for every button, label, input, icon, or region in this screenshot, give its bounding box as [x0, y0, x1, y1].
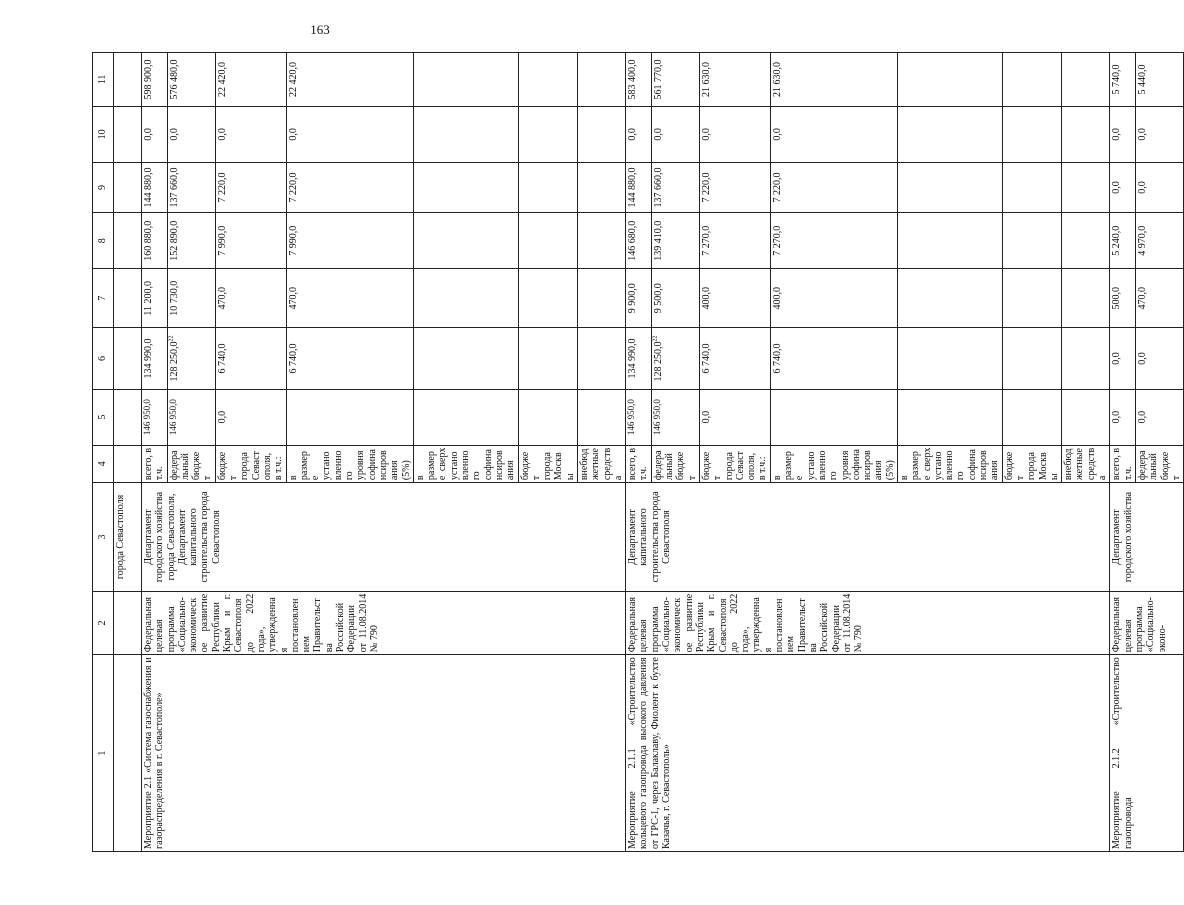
value-cell — [898, 389, 1003, 445]
value-cell: 7 270,0 — [699, 213, 770, 269]
value-cell: 576 480,0 — [167, 53, 215, 107]
header-cell: 6 — [93, 328, 114, 389]
value-cell: 0,0 — [651, 106, 699, 162]
header-cell: 10 — [93, 106, 114, 162]
value-cell — [1062, 269, 1110, 328]
value-cell: 5 440,0 — [1135, 53, 1183, 107]
value-cell: 7 990,0 — [286, 213, 413, 269]
value-cell — [898, 328, 1003, 389]
value-cell: 22 420,0 — [215, 53, 286, 107]
value-cell: 500,0 — [1110, 269, 1136, 328]
source-cell: федеральный бюджет — [167, 445, 215, 483]
value-cell: 0,0 — [1110, 328, 1136, 389]
value-cell: 146 950,0 — [142, 389, 168, 445]
program-cell: Федеральная целевая программа «Социально-экономическое развитие Республики Крым и г. Севастополя до 2022 года», утвержденная постановлением Правительства Российской Федерации от 11.08.2014 № 790 — [626, 591, 1110, 654]
source-cell: федеральный бюджет — [1135, 445, 1183, 483]
value-cell: 0,0 — [626, 106, 652, 162]
value-cell: 0,0 — [699, 389, 770, 445]
value-cell: 146 680,0 — [626, 213, 652, 269]
header-cell: 4 — [93, 445, 114, 483]
value-cell: 128 250,0$^{22}$ — [651, 328, 699, 389]
value-cell: 400,0 — [770, 269, 897, 328]
rotated-table-wrapper — [92, 52, 1182, 852]
value-cell — [1062, 328, 1110, 389]
source-cell: в размере сверх установленного софинансирования — [413, 445, 518, 483]
source-cell: бюджет города Москвы — [518, 445, 577, 483]
value-cell: 0,0 — [167, 106, 215, 162]
value-cell: 146 950,0 — [651, 389, 699, 445]
value-cell — [577, 328, 625, 389]
source-cell: в размере установленного уровня софинансирования (5%) — [286, 445, 413, 483]
value-cell — [898, 269, 1003, 328]
table-row — [142, 53, 168, 852]
value-cell: 5 740,0 — [1110, 53, 1136, 107]
value-cell: 7 220,0 — [770, 162, 897, 213]
value-cell — [577, 213, 625, 269]
value-cell: 11 200,0 — [142, 269, 168, 328]
header-cell: 5 — [93, 389, 114, 445]
value-cell — [898, 213, 1003, 269]
value-cell — [1062, 213, 1110, 269]
value-cell — [413, 389, 518, 445]
value-cell: 21 630,0 — [699, 53, 770, 107]
value-cell: 0,0 — [1110, 162, 1136, 213]
value-cell: 7 220,0 — [286, 162, 413, 213]
responsible-cell: Департамент городского хозяйства — [1110, 483, 1184, 592]
value-cell: 7 220,0 — [215, 162, 286, 213]
value-cell — [1002, 106, 1061, 162]
value-cell — [518, 389, 577, 445]
value-cell — [1002, 53, 1061, 107]
value-cell: 470,0 — [1135, 269, 1183, 328]
value-cell — [286, 389, 413, 445]
value-cell: 0,0 — [215, 106, 286, 162]
value-cell: 0,0 — [286, 106, 413, 162]
value-cell — [413, 106, 518, 162]
value-cell — [413, 213, 518, 269]
value-cell — [518, 328, 577, 389]
value-cell — [1062, 389, 1110, 445]
header-cell: 11 — [93, 53, 114, 107]
value-cell: 21 630,0 — [770, 53, 897, 107]
value-cell: 7 270,0 — [770, 213, 897, 269]
value-cell: 128 250,0$^{22}$ — [167, 328, 215, 389]
value-cell: 0,0 — [1135, 162, 1183, 213]
value-cell: 0,0 — [142, 106, 168, 162]
value-cell: 4 970,0 — [1135, 213, 1183, 269]
value-cell — [898, 106, 1003, 162]
source-cell: внебюджетные средства — [577, 445, 625, 483]
value-cell — [898, 53, 1003, 107]
responsible-cell: Департамент капитального строительства города Севастополя — [626, 483, 1110, 592]
value-cell — [518, 53, 577, 107]
source-cell: в размере сверх установленного софинансирования — [898, 445, 1003, 483]
continuation-row — [114, 53, 142, 852]
value-cell: 160 880,0 — [142, 213, 168, 269]
value-cell: 583 400,0 — [626, 53, 652, 107]
budget-table — [92, 52, 1184, 852]
header-cell: 3 — [93, 483, 114, 592]
value-cell: 134 990,0 — [626, 328, 652, 389]
source-cell: всего, в т.ч. — [142, 445, 168, 483]
value-cell — [413, 162, 518, 213]
responsible-cell: Департамент городского хозяйства города Севастополя, Департамент капитального строительства города Севастополя — [142, 483, 626, 592]
value-cell: 561 770,0 — [651, 53, 699, 107]
header-row — [93, 53, 114, 852]
header-cell: 7 — [93, 269, 114, 328]
footnote-mark: 22 — [652, 335, 659, 342]
value-cell: 0,0 — [1135, 106, 1183, 162]
source-cell: бюджет города Москвы — [1002, 445, 1061, 483]
header-cell: 8 — [93, 213, 114, 269]
value-cell: 6 740,0 — [699, 328, 770, 389]
value-cell: 0,0 — [1135, 389, 1183, 445]
measure-name-cell: Мероприятие 2.1 «Система газоснабжения и газораспределения в г. Севастополе» — [142, 655, 626, 852]
value-cell: 400,0 — [699, 269, 770, 328]
value-cell: 598 900,0 — [142, 53, 168, 107]
value-cell — [518, 106, 577, 162]
measure-name-cell: Мероприятие 2.1.1 «Строительство кольцевого газопровода высокого давления от ГРС-1, через Балаклаву, Фиолент к бухте Казачья, г. Севастополь» — [626, 655, 1110, 852]
value-cell: 9 500,0 — [651, 269, 699, 328]
source-cell: бюджет города Севастополя, в т.ч.: — [699, 445, 770, 483]
program-cell: Федеральная целевая программа «Социально-экономическое развитие Республики Крым и г. Севастополя до 2022 года», утвержденная постановлением Правительства Российской Федерации от 11.08.2014 № 790 — [142, 591, 626, 654]
value-cell: 137 660,0 — [167, 162, 215, 213]
value-cell — [413, 328, 518, 389]
value-cell — [518, 162, 577, 213]
value-cell — [518, 213, 577, 269]
value-cell — [1062, 53, 1110, 107]
value-cell: 10 730,0 — [167, 269, 215, 328]
value-cell: 0,0 — [215, 389, 286, 445]
value-cell — [577, 389, 625, 445]
value-cell: 7 990,0 — [215, 213, 286, 269]
value-cell: 144 880,0 — [142, 162, 168, 213]
footnote-mark: 22 — [168, 335, 175, 342]
value-cell: 144 880,0 — [626, 162, 652, 213]
value-cell: 139 410,0 — [651, 213, 699, 269]
value-cell: 146 950,0 — [167, 389, 215, 445]
source-cell: федеральный бюджет — [651, 445, 699, 483]
value-cell: 0,0 — [1110, 389, 1136, 445]
program-cell: Федеральная целевая программа «Социально-эконо- — [1110, 591, 1184, 654]
value-cell — [1062, 162, 1110, 213]
page-number: 163 — [310, 22, 330, 37]
header-cell: 9 — [93, 162, 114, 213]
value-cell: 152 890,0 — [167, 213, 215, 269]
table-row — [1110, 53, 1136, 852]
value-cell — [1002, 269, 1061, 328]
value-cell — [518, 269, 577, 328]
value-cell — [413, 53, 518, 107]
value-cell: 137 660,0 — [651, 162, 699, 213]
header-cell: 2 — [93, 591, 114, 654]
value-cell: 146 950,0 — [626, 389, 652, 445]
value-cell: 470,0 — [286, 269, 413, 328]
value-cell — [577, 162, 625, 213]
value-cell — [577, 53, 625, 107]
value-cell: 134 990,0 — [142, 328, 168, 389]
value-cell: 9 900,0 — [626, 269, 652, 328]
source-cell: всего, в т.ч. — [626, 445, 652, 483]
value-cell: 22 420,0 — [286, 53, 413, 107]
source-cell: всего, в т.ч. — [1110, 445, 1136, 483]
value-cell — [770, 389, 897, 445]
responsible-cell: города Севастополя — [114, 483, 142, 592]
value-cell — [413, 269, 518, 328]
source-cell: внебюджетные средства — [1062, 445, 1110, 483]
value-cell — [577, 106, 625, 162]
value-cell: 5 240,0 — [1110, 213, 1136, 269]
value-cell — [577, 269, 625, 328]
measure-name-cell: Мероприятие 2.1.2 «Строительство газопровода — [1110, 655, 1184, 852]
value-cell: 0,0 — [1135, 328, 1183, 389]
value-cell: 7 220,0 — [699, 162, 770, 213]
value-cell: 6 740,0 — [286, 328, 413, 389]
source-cell: в размере установленного уровня софинансирования (5%) — [770, 445, 897, 483]
value-cell — [1002, 328, 1061, 389]
value-cell: 0,0 — [1110, 106, 1136, 162]
value-cell — [1002, 162, 1061, 213]
value-cell: 6 740,0 — [215, 328, 286, 389]
value-cell — [1002, 389, 1061, 445]
source-cell: бюджет города Севастополя, в т.ч.: — [215, 445, 286, 483]
value-cell: 470,0 — [215, 269, 286, 328]
table-row — [626, 53, 652, 852]
value-cell — [1062, 106, 1110, 162]
value-cell: 0,0 — [699, 106, 770, 162]
value-cell: 0,0 — [770, 106, 897, 162]
value-cell — [1002, 213, 1061, 269]
value-cell — [898, 162, 1003, 213]
header-cell: 1 — [93, 655, 114, 852]
value-cell: 6 740,0 — [770, 328, 897, 389]
